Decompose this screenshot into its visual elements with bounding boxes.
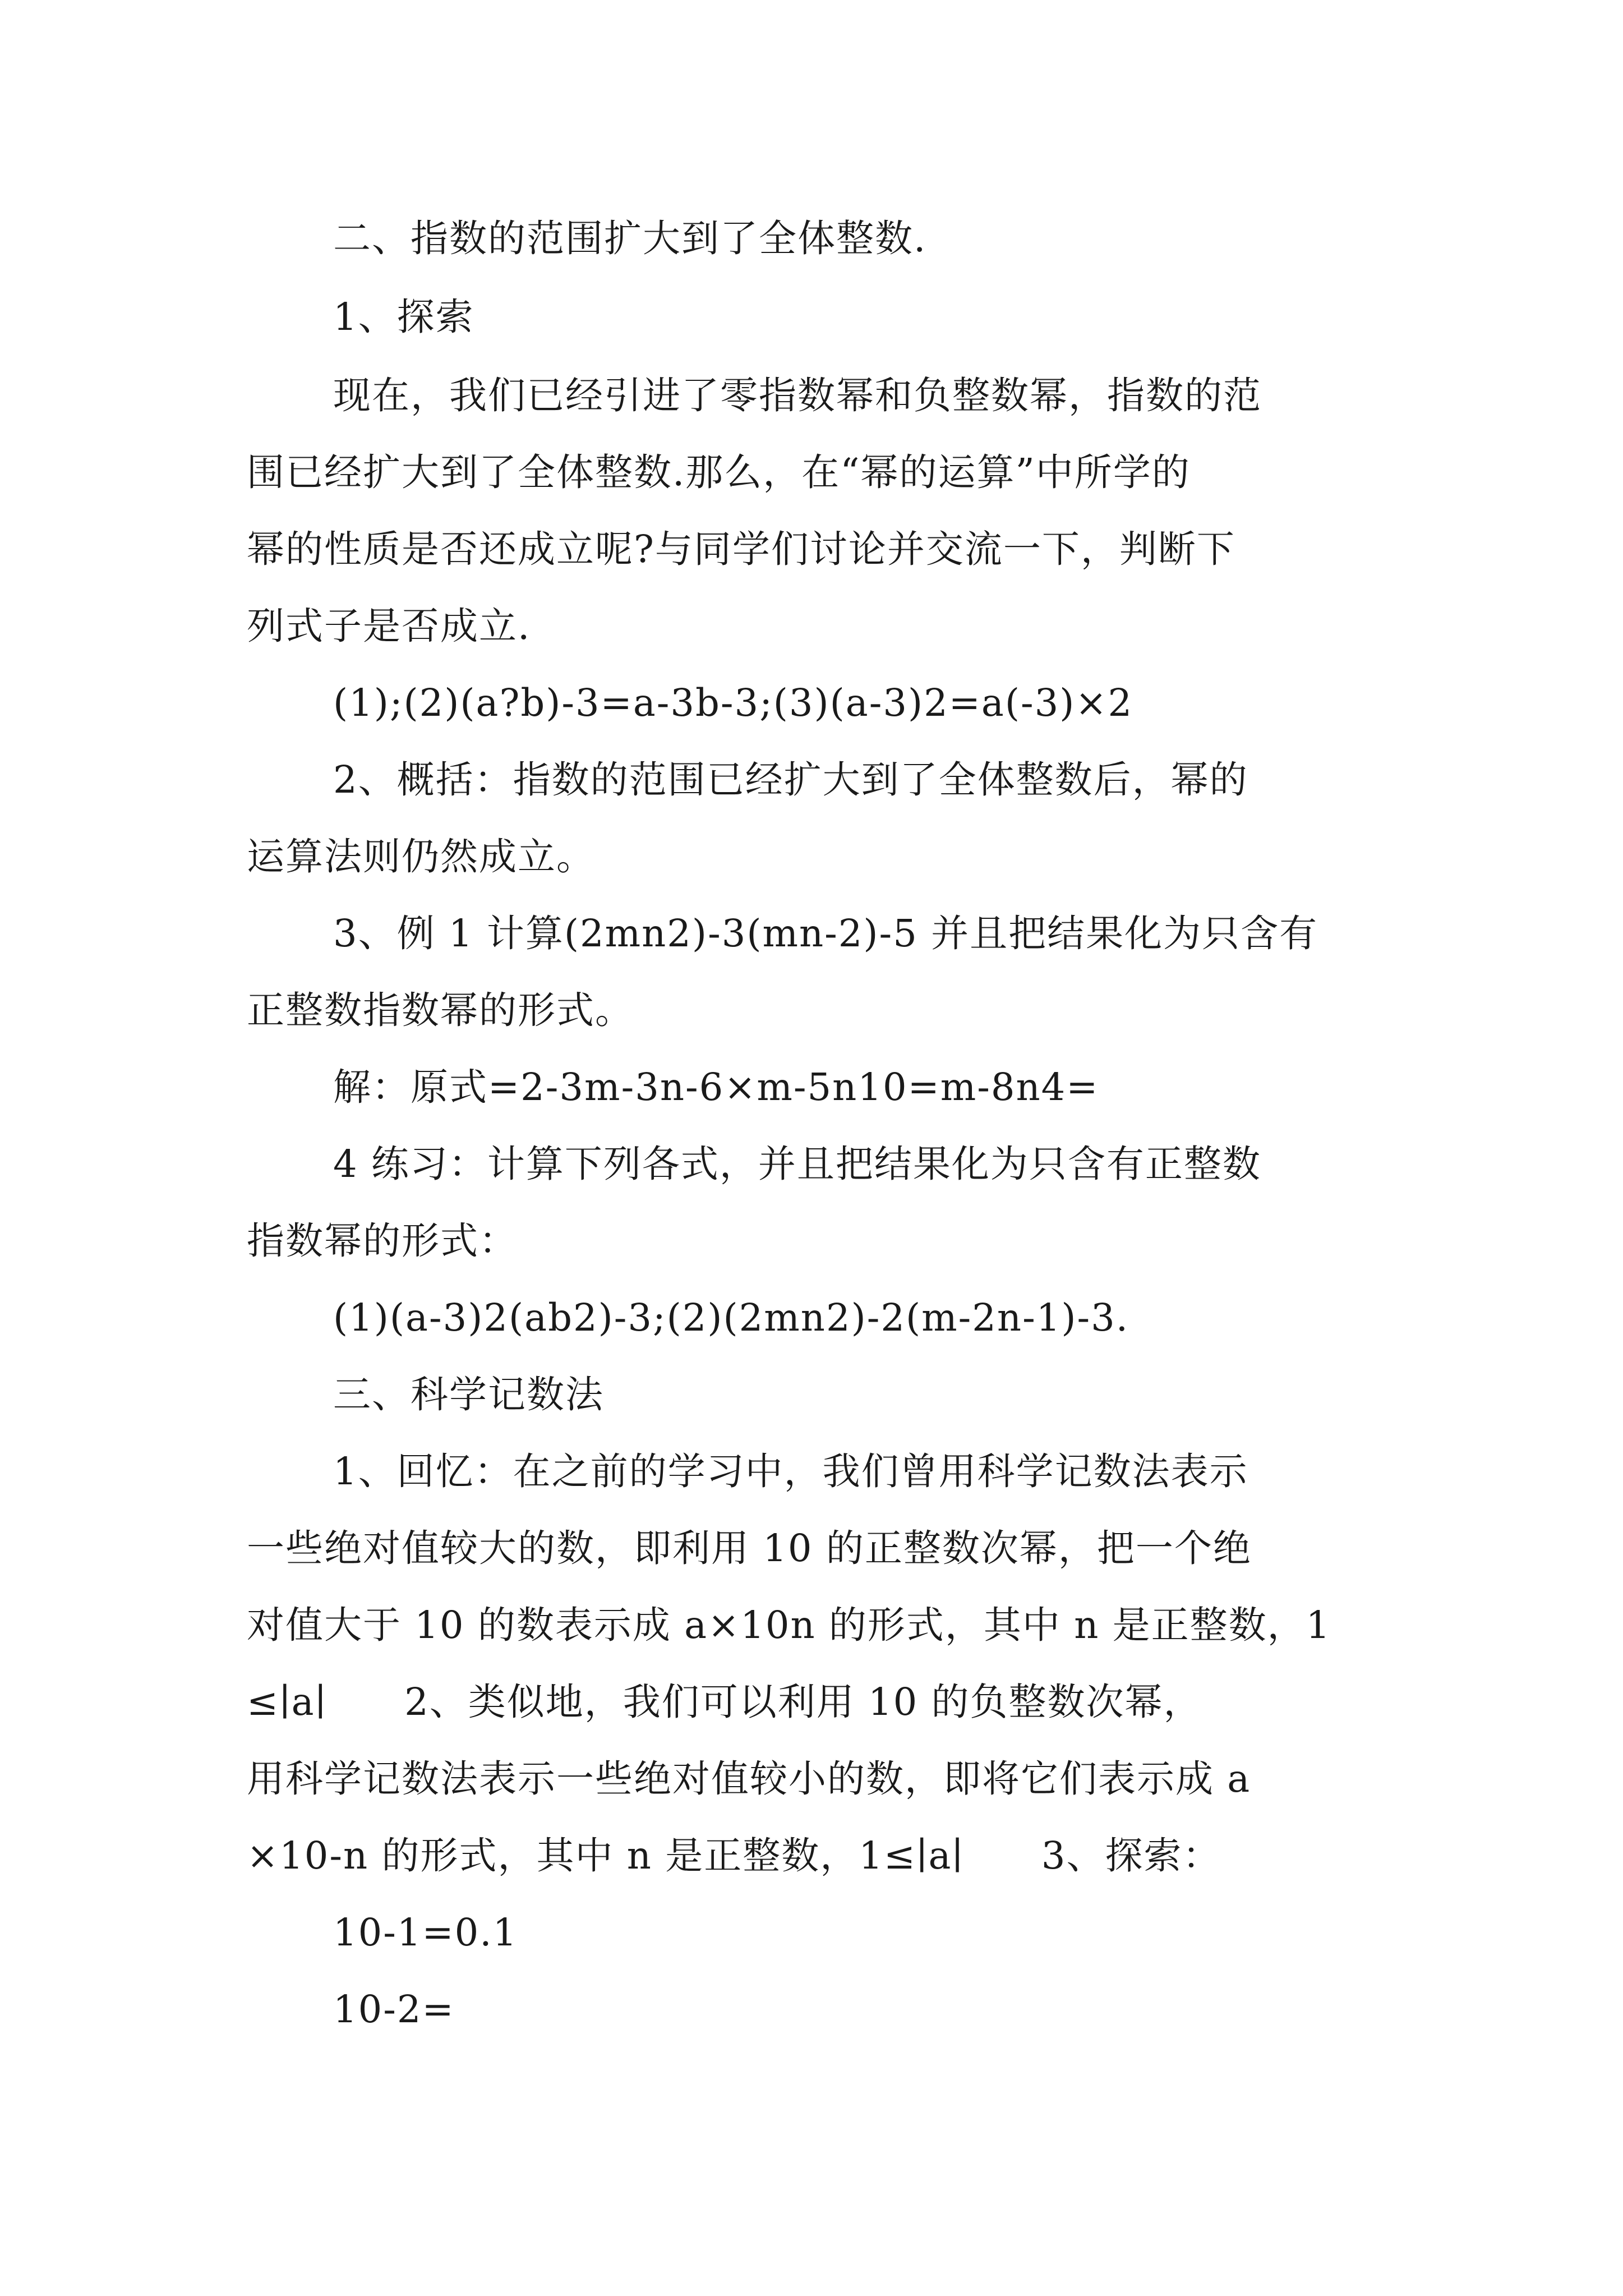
formula-line: (1)(a-3)2(ab2)-3;(2)(2mn2)-2(m-2n-1)-3. — [333, 1296, 1129, 1340]
heading-section-two: 二、指数的范围扩大到了全体整数. — [333, 217, 927, 260]
solution-line: 解：原式=2-3m-3n-6×m-5n10=m-8n4= — [333, 1065, 1099, 1109]
paragraph-line: 围已经扩大到了全体整数.那么，在“幂的运算”中所学的 — [247, 450, 1191, 494]
paragraph-line: ×10-n 的形式，其中 n 是正整数，1≤∣a∣ 3、探索： — [247, 1834, 1221, 1878]
paragraph-line: 列式子是否成立. — [247, 604, 531, 648]
paragraph-line: 现在，我们已经引进了零指数幂和负整数幂，指数的范 — [333, 374, 1262, 417]
formula-line: (1);(2)(a?b)-3=a-3b-3;(3)(a-3)2=a(-3)×2 — [333, 681, 1133, 725]
paragraph-line: 幂的性质是否还成立呢?与同学们讨论并交流一下，判断下 — [247, 527, 1235, 571]
paragraph-line: 指数幂的形式： — [247, 1219, 518, 1263]
paragraph-line: 2、概括：指数的范围已经扩大到了全体整数后，幂的 — [333, 758, 1248, 802]
paragraph-line: 4 练习：计算下列各式，并且把结果化为只含有正整数 — [333, 1142, 1261, 1186]
subheading-explore: 1、探索 — [333, 295, 474, 339]
formula-line: 10-2= — [333, 1987, 455, 2031]
heading-section-three: 三、科学记数法 — [333, 1373, 604, 1416]
paragraph-line: 运算法则仍然成立。 — [247, 835, 595, 878]
formula-line: 10-1=0.1 — [333, 1911, 518, 1954]
paragraph-line: ≤∣a∣ 2、类似地，我们可以利用 10 的负整数次幂， — [247, 1680, 1202, 1724]
paragraph-line: 一些绝对值较大的数，即利用 10 的正整数次幂，把一个绝 — [247, 1526, 1252, 1570]
paragraph-line: 用科学记数法表示一些绝对值较小的数，即将它们表示成 a — [247, 1757, 1251, 1801]
paragraph-line: 正整数指数幂的形式。 — [247, 988, 634, 1032]
paragraph-line: 对值大于 10 的数表示成 a×10n 的形式，其中 n 是正整数，1 — [247, 1603, 1331, 1647]
paragraph-line: 1、回忆：在之前的学习中，我们曾用科学记数法表示 — [333, 1450, 1248, 1493]
paragraph-line: 3、例 1 计算(2mn2)-3(mn-2)-5 并且把结果化为只含有 — [333, 912, 1318, 955]
